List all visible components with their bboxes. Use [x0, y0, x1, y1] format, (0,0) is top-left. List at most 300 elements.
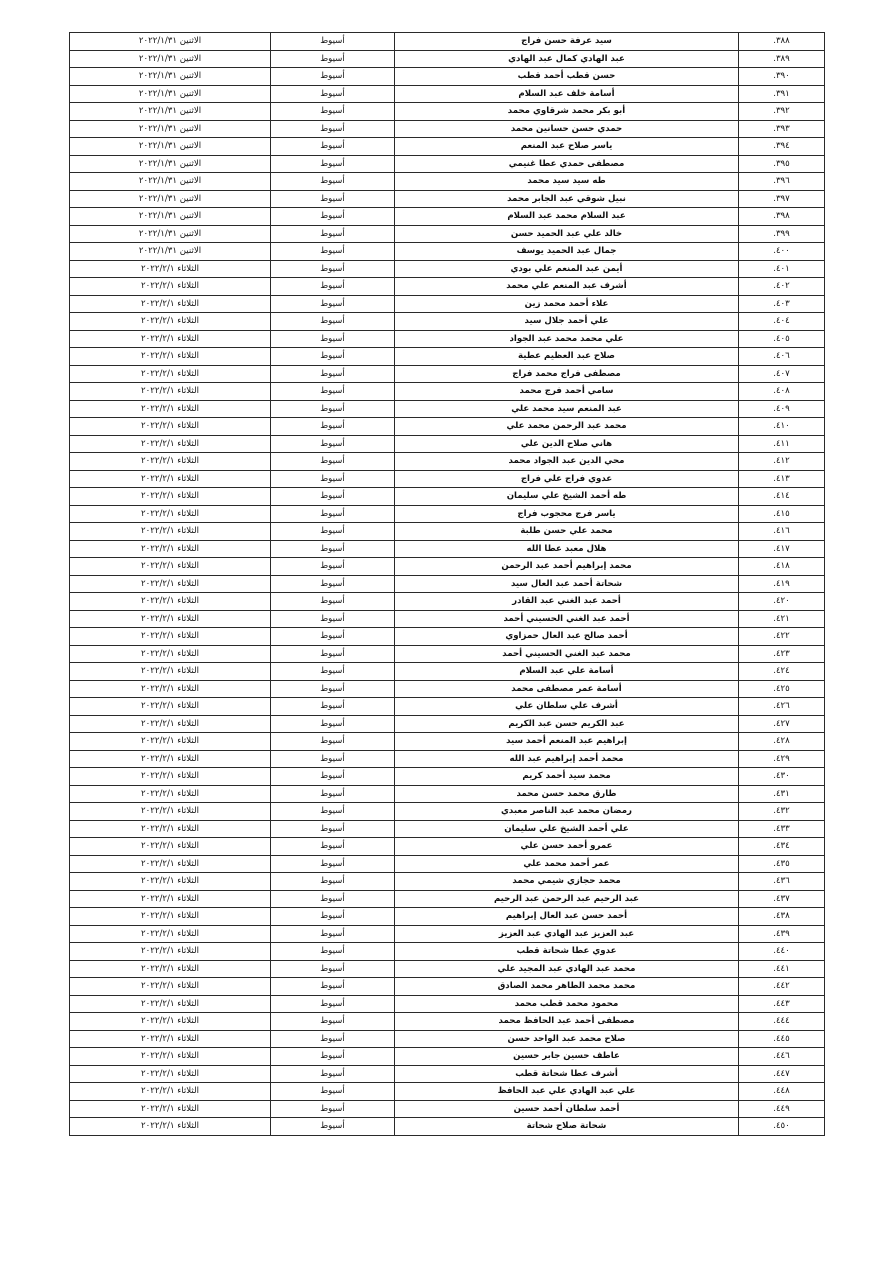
date-cell: الثلاثاء ٢٠٢٢/٢/١	[70, 488, 271, 506]
table-row	[70, 628, 825, 646]
governorate-cell: أسيوط	[271, 593, 395, 611]
table-row	[70, 120, 825, 138]
governorate-cell: أسيوط	[271, 680, 395, 698]
row-number-cell: ٣٩٩.	[739, 225, 825, 243]
name-cell: علاء أحمد محمد زين	[395, 295, 739, 313]
governorate-cell: أسيوط	[271, 1118, 395, 1136]
table-row	[70, 278, 825, 296]
row-number-cell: ٣٩٦.	[739, 173, 825, 191]
table-row	[70, 243, 825, 261]
table-row	[70, 68, 825, 86]
row-number-cell: ٤٣٣.	[739, 820, 825, 838]
governorate-cell: أسيوط	[271, 68, 395, 86]
governorate-cell: أسيوط	[271, 383, 395, 401]
date-cell: الثلاثاء ٢٠٢٢/٢/١	[70, 628, 271, 646]
table-row	[70, 838, 825, 856]
table-row	[70, 925, 825, 943]
row-number-cell: ٤٤٤.	[739, 1013, 825, 1031]
name-cell: علي عبد الهادي علي عبد الحافظ	[395, 1083, 739, 1101]
governorate-cell: أسيوط	[271, 540, 395, 558]
name-cell: عدوي عطا شحاتة قطب	[395, 943, 739, 961]
table-row	[70, 768, 825, 786]
table-row	[70, 1048, 825, 1066]
records-table-body	[70, 33, 825, 1136]
governorate-cell: أسيوط	[271, 103, 395, 121]
date-cell: الثلاثاء ٢٠٢٢/٢/١	[70, 960, 271, 978]
name-cell: صلاح محمد عبد الواحد حسن	[395, 1030, 739, 1048]
row-number-cell: ٣٩٧.	[739, 190, 825, 208]
date-cell: الاثنين ٢٠٢٢/١/٣١	[70, 138, 271, 156]
table-row	[70, 190, 825, 208]
governorate-cell: أسيوط	[271, 85, 395, 103]
name-cell: محمد علي حسن طلبة	[395, 523, 739, 541]
date-cell: الثلاثاء ٢٠٢٢/٢/١	[70, 750, 271, 768]
governorate-cell: أسيوط	[271, 855, 395, 873]
date-cell: الثلاثاء ٢٠٢٢/٢/١	[70, 470, 271, 488]
name-cell: محمد أحمد إبراهيم عبد الله	[395, 750, 739, 768]
governorate-cell: أسيوط	[271, 295, 395, 313]
governorate-cell: أسيوط	[271, 575, 395, 593]
table-row	[70, 803, 825, 821]
governorate-cell: أسيوط	[271, 785, 395, 803]
table-row	[70, 155, 825, 173]
date-cell: الثلاثاء ٢٠٢٢/٢/١	[70, 610, 271, 628]
table-row	[70, 260, 825, 278]
date-cell: الاثنين ٢٠٢٢/١/٣١	[70, 85, 271, 103]
row-number-cell: ٣٩٨.	[739, 208, 825, 226]
name-cell: محمد سيد أحمد كريم	[395, 768, 739, 786]
table-row	[70, 645, 825, 663]
date-cell: الثلاثاء ٢٠٢٢/٢/١	[70, 873, 271, 891]
name-cell: طه أحمد الشيخ علي سليمان	[395, 488, 739, 506]
governorate-cell: أسيوط	[271, 1030, 395, 1048]
table-row	[70, 890, 825, 908]
name-cell: ياسر صلاح عبد المنعم	[395, 138, 739, 156]
date-cell: الاثنين ٢٠٢٢/١/٣١	[70, 225, 271, 243]
governorate-cell: أسيوط	[271, 960, 395, 978]
row-number-cell: ٤٠٩.	[739, 400, 825, 418]
name-cell: جمال عبد الحميد يوسف	[395, 243, 739, 261]
governorate-cell: أسيوط	[271, 208, 395, 226]
row-number-cell: ٤٠٧.	[739, 365, 825, 383]
date-cell: الثلاثاء ٢٠٢٢/٢/١	[70, 925, 271, 943]
date-cell: الثلاثاء ٢٠٢٢/٢/١	[70, 348, 271, 366]
name-cell: صلاح عبد العظيم عطية	[395, 348, 739, 366]
governorate-cell: أسيوط	[271, 873, 395, 891]
governorate-cell: أسيوط	[271, 190, 395, 208]
table-row	[70, 995, 825, 1013]
date-cell: الثلاثاء ٢٠٢٢/٢/١	[70, 575, 271, 593]
row-number-cell: ٤٣٢.	[739, 803, 825, 821]
row-number-cell: ٤٣١.	[739, 785, 825, 803]
name-cell: أسامة عمر مصطفى محمد	[395, 680, 739, 698]
table-row	[70, 488, 825, 506]
date-cell: الثلاثاء ٢٠٢٢/٢/١	[70, 435, 271, 453]
table-row	[70, 33, 825, 51]
governorate-cell: أسيوط	[271, 838, 395, 856]
governorate-cell: أسيوط	[271, 488, 395, 506]
governorate-cell: أسيوط	[271, 995, 395, 1013]
date-cell: الثلاثاء ٢٠٢٢/٢/١	[70, 663, 271, 681]
row-number-cell: ٤٤٢.	[739, 978, 825, 996]
governorate-cell: أسيوط	[271, 278, 395, 296]
governorate-cell: أسيوط	[271, 1065, 395, 1083]
row-number-cell: ٣٩٣.	[739, 120, 825, 138]
name-cell: عبد العزيز عبد الهادي عبد العزيز	[395, 925, 739, 943]
governorate-cell: أسيوط	[271, 925, 395, 943]
date-cell: الاثنين ٢٠٢٢/١/٣١	[70, 243, 271, 261]
date-cell: الاثنين ٢٠٢٢/١/٣١	[70, 173, 271, 191]
row-number-cell: ٤١٤.	[739, 488, 825, 506]
row-number-cell: ٤١٥.	[739, 505, 825, 523]
row-number-cell: ٤٢٢.	[739, 628, 825, 646]
row-number-cell: ٣٩٠.	[739, 68, 825, 86]
governorate-cell: أسيوط	[271, 750, 395, 768]
row-number-cell: ٣٨٩.	[739, 50, 825, 68]
governorate-cell: أسيوط	[271, 943, 395, 961]
date-cell: الثلاثاء ٢٠٢٢/٢/١	[70, 1118, 271, 1136]
governorate-cell: أسيوط	[271, 890, 395, 908]
row-number-cell: ٤٥٠.	[739, 1118, 825, 1136]
row-number-cell: ٤٤٣.	[739, 995, 825, 1013]
row-number-cell: ٤١٢.	[739, 453, 825, 471]
name-cell: أحمد صالح عبد العال حمزاوي	[395, 628, 739, 646]
date-cell: الثلاثاء ٢٠٢٢/٢/١	[70, 890, 271, 908]
row-number-cell: ٤٣٦.	[739, 873, 825, 891]
table-row	[70, 348, 825, 366]
governorate-cell: أسيوط	[271, 243, 395, 261]
table-row	[70, 138, 825, 156]
row-number-cell: ٤١٦.	[739, 523, 825, 541]
name-cell: أحمد عبد الغني عبد القادر	[395, 593, 739, 611]
row-number-cell: ٣٩٢.	[739, 103, 825, 121]
date-cell: الثلاثاء ٢٠٢٢/٢/١	[70, 278, 271, 296]
governorate-cell: أسيوط	[271, 33, 395, 51]
name-cell: طارق محمد حسن محمد	[395, 785, 739, 803]
name-cell: خالد علي عبد الحميد حسن	[395, 225, 739, 243]
governorate-cell: أسيوط	[271, 365, 395, 383]
governorate-cell: أسيوط	[271, 260, 395, 278]
row-number-cell: ٤٤٥.	[739, 1030, 825, 1048]
date-cell: الثلاثاء ٢٠٢٢/٢/١	[70, 698, 271, 716]
date-cell: الثلاثاء ٢٠٢٢/٢/١	[70, 838, 271, 856]
name-cell: عبد الرحيم عبد الرحمن عبد الرحيم	[395, 890, 739, 908]
date-cell: الثلاثاء ٢٠٢٢/٢/١	[70, 995, 271, 1013]
date-cell: الثلاثاء ٢٠٢٢/٢/١	[70, 365, 271, 383]
name-cell: محمد حجازي شيمي محمد	[395, 873, 739, 891]
governorate-cell: أسيوط	[271, 330, 395, 348]
governorate-cell: أسيوط	[271, 733, 395, 751]
name-cell: محمد عبد الهادي عبد المجيد علي	[395, 960, 739, 978]
date-cell: الاثنين ٢٠٢٢/١/٣١	[70, 68, 271, 86]
governorate-cell: أسيوط	[271, 173, 395, 191]
name-cell: أشرف عبد المنعم علي محمد	[395, 278, 739, 296]
date-cell: الثلاثاء ٢٠٢٢/٢/١	[70, 943, 271, 961]
name-cell: هلال معبد عطا الله	[395, 540, 739, 558]
table-row	[70, 540, 825, 558]
governorate-cell: أسيوط	[271, 1013, 395, 1031]
date-cell: الثلاثاء ٢٠٢٢/٢/١	[70, 523, 271, 541]
table-row	[70, 663, 825, 681]
governorate-cell: أسيوط	[271, 138, 395, 156]
table-row	[70, 400, 825, 418]
date-cell: الثلاثاء ٢٠٢٢/٢/١	[70, 978, 271, 996]
row-number-cell: ٤٣٧.	[739, 890, 825, 908]
name-cell: شحاتة صلاح شحاتة	[395, 1118, 739, 1136]
row-number-cell: ٤٣٨.	[739, 908, 825, 926]
name-cell: علي أحمد جلال سيد	[395, 313, 739, 331]
date-cell: الثلاثاء ٢٠٢٢/٢/١	[70, 1048, 271, 1066]
date-cell: الاثنين ٢٠٢٢/١/٣١	[70, 190, 271, 208]
row-number-cell: ٤١٨.	[739, 558, 825, 576]
table-row	[70, 1065, 825, 1083]
name-cell: أسامة خلف عبد السلام	[395, 85, 739, 103]
governorate-cell: أسيوط	[271, 978, 395, 996]
name-cell: أحمد عبد الغني الحسيني أحمد	[395, 610, 739, 628]
row-number-cell: ٤٠٦.	[739, 348, 825, 366]
table-row	[70, 1100, 825, 1118]
governorate-cell: أسيوط	[271, 470, 395, 488]
name-cell: طه سيد سيد محمد	[395, 173, 739, 191]
governorate-cell: أسيوط	[271, 1083, 395, 1101]
date-cell: الثلاثاء ٢٠٢٢/٢/١	[70, 1083, 271, 1101]
row-number-cell: ٤٤٠.	[739, 943, 825, 961]
table-row	[70, 1030, 825, 1048]
row-number-cell: ٤١٣.	[739, 470, 825, 488]
name-cell: حسن قطب أحمد قطب	[395, 68, 739, 86]
name-cell: محمد محمد الطاهر محمد الصادق	[395, 978, 739, 996]
table-row	[70, 50, 825, 68]
governorate-cell: أسيوط	[271, 628, 395, 646]
row-number-cell: ٤٢٥.	[739, 680, 825, 698]
table-row	[70, 365, 825, 383]
row-number-cell: ٤٤٨.	[739, 1083, 825, 1101]
date-cell: الثلاثاء ٢٠٢٢/٢/١	[70, 1030, 271, 1048]
name-cell: شحاتة أحمد عبد العال سيد	[395, 575, 739, 593]
table-row	[70, 1013, 825, 1031]
name-cell: أشرف عطا شحاتة قطب	[395, 1065, 739, 1083]
table-row	[70, 313, 825, 331]
row-number-cell: ٤٠٣.	[739, 295, 825, 313]
date-cell: الثلاثاء ٢٠٢٢/٢/١	[70, 785, 271, 803]
governorate-cell: أسيوط	[271, 908, 395, 926]
name-cell: رمضان محمد عبد الناصر معبدي	[395, 803, 739, 821]
governorate-cell: أسيوط	[271, 155, 395, 173]
row-number-cell: ٤٠٥.	[739, 330, 825, 348]
row-number-cell: ٤٤٦.	[739, 1048, 825, 1066]
table-row	[70, 418, 825, 436]
table-row	[70, 610, 825, 628]
date-cell: الثلاثاء ٢٠٢٢/٢/١	[70, 803, 271, 821]
table-row	[70, 103, 825, 121]
date-cell: الثلاثاء ٢٠٢٢/٢/١	[70, 418, 271, 436]
row-number-cell: ٤٣٥.	[739, 855, 825, 873]
row-number-cell: ٤٣٩.	[739, 925, 825, 943]
governorate-cell: أسيوط	[271, 453, 395, 471]
date-cell: الاثنين ٢٠٢٢/١/٣١	[70, 120, 271, 138]
table-row	[70, 208, 825, 226]
date-cell: الثلاثاء ٢٠٢٢/٢/١	[70, 593, 271, 611]
row-number-cell: ٣٩١.	[739, 85, 825, 103]
name-cell: عدوي فراج علي فراج	[395, 470, 739, 488]
name-cell: مصطفى أحمد عبد الحافظ محمد	[395, 1013, 739, 1031]
row-number-cell: ٤٢٤.	[739, 663, 825, 681]
date-cell: الثلاثاء ٢٠٢٢/٢/١	[70, 820, 271, 838]
row-number-cell: ٤٢١.	[739, 610, 825, 628]
table-row	[70, 715, 825, 733]
date-cell: الثلاثاء ٢٠٢٢/٢/١	[70, 453, 271, 471]
governorate-cell: أسيوط	[271, 1100, 395, 1118]
table-row	[70, 698, 825, 716]
date-cell: الثلاثاء ٢٠٢٢/٢/١	[70, 558, 271, 576]
name-cell: نبيل شوقي عبد الجابر محمد	[395, 190, 739, 208]
date-cell: الثلاثاء ٢٠٢٢/٢/١	[70, 400, 271, 418]
row-number-cell: ٤٤٩.	[739, 1100, 825, 1118]
name-cell: أبو بكر محمد شرقاوي محمد	[395, 103, 739, 121]
name-cell: محي الدين عبد الجواد محمد	[395, 453, 739, 471]
governorate-cell: أسيوط	[271, 820, 395, 838]
row-number-cell: ٤٠١.	[739, 260, 825, 278]
governorate-cell: أسيوط	[271, 418, 395, 436]
date-cell: الثلاثاء ٢٠٢٢/٢/١	[70, 330, 271, 348]
name-cell: علي أحمد الشيخ علي سليمان	[395, 820, 739, 838]
name-cell: سيد عرفة حسن فراج	[395, 33, 739, 51]
row-number-cell: ٤٤٧.	[739, 1065, 825, 1083]
name-cell: إبراهيم عبد المنعم أحمد سيد	[395, 733, 739, 751]
governorate-cell: أسيوط	[271, 225, 395, 243]
date-cell: الاثنين ٢٠٢٢/١/٣١	[70, 208, 271, 226]
table-row	[70, 593, 825, 611]
governorate-cell: أسيوط	[271, 645, 395, 663]
governorate-cell: أسيوط	[271, 1048, 395, 1066]
name-cell: علي محمد محمد عبد الجواد	[395, 330, 739, 348]
name-cell: عمر أحمد محمد علي	[395, 855, 739, 873]
date-cell: الثلاثاء ٢٠٢٢/٢/١	[70, 383, 271, 401]
governorate-cell: أسيوط	[271, 120, 395, 138]
table-row	[70, 855, 825, 873]
row-number-cell: ٤٢٦.	[739, 698, 825, 716]
table-row	[70, 785, 825, 803]
date-cell: الثلاثاء ٢٠٢٢/٢/١	[70, 645, 271, 663]
governorate-cell: أسيوط	[271, 50, 395, 68]
date-cell: الثلاثاء ٢٠٢٢/٢/١	[70, 540, 271, 558]
table-row	[70, 523, 825, 541]
date-cell: الثلاثاء ٢٠٢٢/٢/١	[70, 1100, 271, 1118]
name-cell: محمد إبراهيم أحمد عبد الرحمن	[395, 558, 739, 576]
name-cell: عبد الهادي كمال عبد الهادي	[395, 50, 739, 68]
date-cell: الاثنين ٢٠٢٢/١/٣١	[70, 50, 271, 68]
row-number-cell: ٤١٩.	[739, 575, 825, 593]
name-cell: حمدي حسن حسانين محمد	[395, 120, 739, 138]
row-number-cell: ٤٠٠.	[739, 243, 825, 261]
row-number-cell: ٤٠٢.	[739, 278, 825, 296]
date-cell: الثلاثاء ٢٠٢٢/٢/١	[70, 680, 271, 698]
governorate-cell: أسيوط	[271, 313, 395, 331]
date-cell: الثلاثاء ٢٠٢٢/٢/١	[70, 1065, 271, 1083]
date-cell: الثلاثاء ٢٠٢٢/٢/١	[70, 505, 271, 523]
governorate-cell: أسيوط	[271, 435, 395, 453]
table-row	[70, 1083, 825, 1101]
date-cell: الثلاثاء ٢٠٢٢/٢/١	[70, 768, 271, 786]
name-cell: ياسر فرج محجوب فراج	[395, 505, 739, 523]
governorate-cell: أسيوط	[271, 348, 395, 366]
name-cell: أيمن عبد المنعم علي بودي	[395, 260, 739, 278]
row-number-cell: ٤٢٣.	[739, 645, 825, 663]
table-row	[70, 733, 825, 751]
table-row	[70, 470, 825, 488]
name-cell: عمرو أحمد حسن علي	[395, 838, 739, 856]
records-table	[69, 32, 825, 1136]
name-cell: مصطفى حمدي عطا غنيمي	[395, 155, 739, 173]
name-cell: محمد عبد الغني الحسيني أحمد	[395, 645, 739, 663]
row-number-cell: ٤٢٧.	[739, 715, 825, 733]
row-number-cell: ٤٤١.	[739, 960, 825, 978]
table-row	[70, 453, 825, 471]
row-number-cell: ٤١٧.	[739, 540, 825, 558]
table-row	[70, 330, 825, 348]
governorate-cell: أسيوط	[271, 803, 395, 821]
date-cell: الثلاثاء ٢٠٢٢/٢/١	[70, 260, 271, 278]
table-row	[70, 505, 825, 523]
date-cell: الثلاثاء ٢٠٢٢/٢/١	[70, 715, 271, 733]
row-number-cell: ٤٢٠.	[739, 593, 825, 611]
table-row	[70, 383, 825, 401]
governorate-cell: أسيوط	[271, 715, 395, 733]
name-cell: عبد السلام محمد عبد السلام	[395, 208, 739, 226]
row-number-cell: ٤٢٩.	[739, 750, 825, 768]
date-cell: الاثنين ٢٠٢٢/١/٣١	[70, 33, 271, 51]
governorate-cell: أسيوط	[271, 698, 395, 716]
table-row	[70, 225, 825, 243]
date-cell: الاثنين ٢٠٢٢/١/٣١	[70, 155, 271, 173]
table-row	[70, 978, 825, 996]
name-cell: مصطفى فراج محمد فراج	[395, 365, 739, 383]
name-cell: أسامة علي عبد السلام	[395, 663, 739, 681]
row-number-cell: ٤٠٨.	[739, 383, 825, 401]
row-number-cell: ٣٩٥.	[739, 155, 825, 173]
table-row	[70, 575, 825, 593]
governorate-cell: أسيوط	[271, 610, 395, 628]
name-cell: أحمد سلطان أحمد حسين	[395, 1100, 739, 1118]
table-row	[70, 85, 825, 103]
governorate-cell: أسيوط	[271, 523, 395, 541]
governorate-cell: أسيوط	[271, 505, 395, 523]
table-row	[70, 295, 825, 313]
name-cell: أشرف علي سلطان علي	[395, 698, 739, 716]
table-row	[70, 960, 825, 978]
date-cell: الثلاثاء ٢٠٢٢/٢/١	[70, 1013, 271, 1031]
row-number-cell: ٣٩٤.	[739, 138, 825, 156]
row-number-cell: ٤٣٠.	[739, 768, 825, 786]
date-cell: الاثنين ٢٠٢٢/١/٣١	[70, 103, 271, 121]
governorate-cell: أسيوط	[271, 663, 395, 681]
governorate-cell: أسيوط	[271, 400, 395, 418]
row-number-cell: ٤٠٤.	[739, 313, 825, 331]
table-row	[70, 680, 825, 698]
table-row	[70, 1118, 825, 1136]
name-cell: أحمد حسن عبد العال إبراهيم	[395, 908, 739, 926]
table-row	[70, 173, 825, 191]
name-cell: هاني صلاح الدين علي	[395, 435, 739, 453]
governorate-cell: أسيوط	[271, 558, 395, 576]
table-row	[70, 908, 825, 926]
row-number-cell: ٤١١.	[739, 435, 825, 453]
table-row	[70, 820, 825, 838]
table-row	[70, 558, 825, 576]
name-cell: محمود محمد قطب محمد	[395, 995, 739, 1013]
table-row	[70, 435, 825, 453]
table-row	[70, 943, 825, 961]
